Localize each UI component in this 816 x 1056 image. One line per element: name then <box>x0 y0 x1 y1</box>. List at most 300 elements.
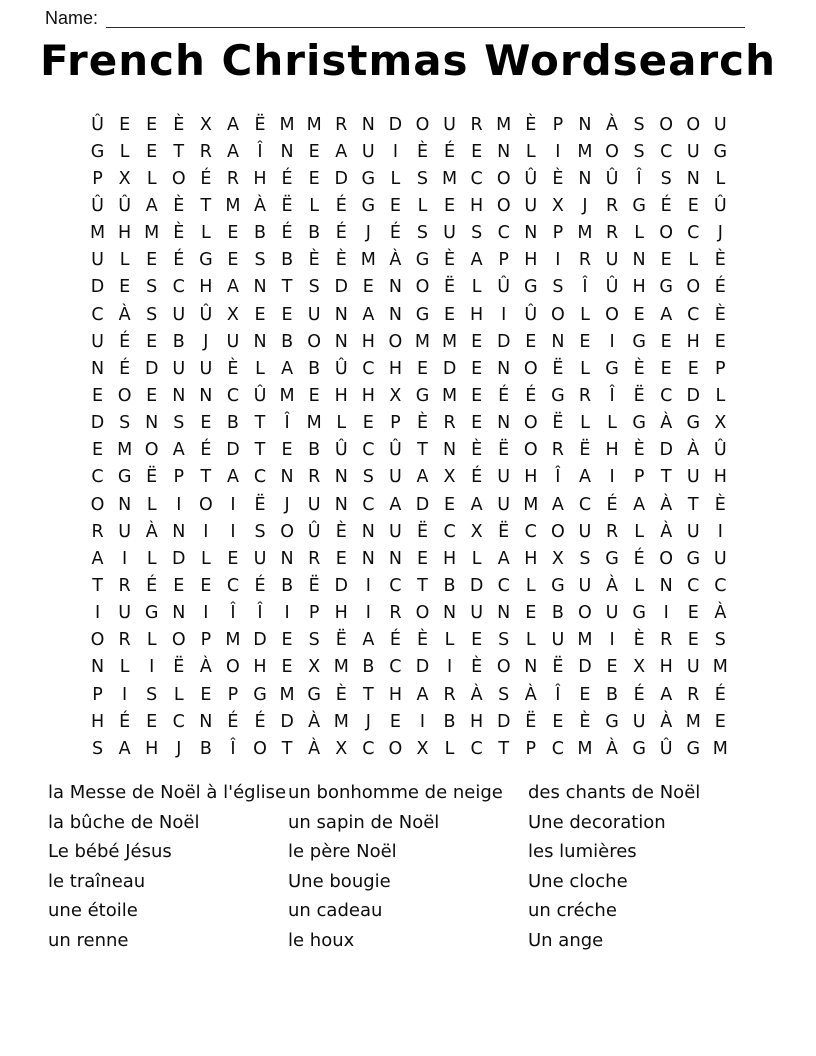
grid-cell: B <box>199 738 212 759</box>
grid-cell: A <box>226 114 239 135</box>
grid-cell: A <box>226 141 239 162</box>
grid-cell: U <box>443 223 456 244</box>
grid-cell: Û <box>713 195 727 216</box>
grid-cell: Û <box>334 358 348 379</box>
grid-cell: C <box>389 575 402 596</box>
grid-cell: S <box>254 250 266 271</box>
grid-cell: Ë <box>633 385 645 406</box>
grid-cell: M <box>333 711 349 732</box>
grid-cell: E <box>389 711 401 732</box>
grid-cell: B <box>254 223 267 244</box>
grid-cell: A <box>145 195 158 216</box>
grid-cell: E <box>146 250 158 271</box>
grid-cell: L <box>417 195 428 216</box>
grid-cell: S <box>254 521 266 542</box>
grid-cell: B <box>551 603 564 624</box>
grid-cell: E <box>471 630 483 651</box>
grid-cell: À <box>606 738 619 759</box>
grid-cell: R <box>605 223 619 244</box>
grid-cell: N <box>280 467 294 488</box>
grid-cell: N <box>443 440 457 461</box>
grid-cell: E <box>471 413 483 434</box>
grid-cell: O <box>523 440 538 461</box>
grid-cell: C <box>226 385 240 406</box>
grid-cell: G <box>361 168 376 189</box>
grid-cell: J <box>203 331 209 352</box>
grid-cell: S <box>552 277 564 298</box>
grid-cell: U <box>713 114 727 135</box>
grid-cell: N <box>524 223 538 244</box>
grid-cell: B <box>308 223 321 244</box>
grid-cell: S <box>308 277 320 298</box>
grid-cell: L <box>715 385 726 406</box>
grid-cell: G <box>144 603 159 624</box>
grid-cell: N <box>280 141 294 162</box>
grid-cell: Ë <box>281 195 293 216</box>
grid-cell: M <box>306 413 322 434</box>
grid-cell: U <box>361 141 375 162</box>
grid-cell: Ë <box>173 657 185 678</box>
grid-cell: È <box>335 250 347 271</box>
grid-cell: N <box>443 603 457 624</box>
grid-cell: S <box>633 141 645 162</box>
word-list-item: des chants de Noël <box>528 782 701 803</box>
grid-cell: G <box>415 250 430 271</box>
grid-cell: A <box>470 250 483 271</box>
grid-cell: M <box>333 657 349 678</box>
grid-cell: L <box>200 548 211 569</box>
grid-cell: Ë <box>498 521 510 542</box>
grid-cell: C <box>362 738 375 759</box>
grid-cell: I <box>176 494 182 515</box>
grid-cell: È <box>173 223 185 244</box>
grid-cell: G <box>524 277 538 298</box>
grid-cell: M <box>712 657 728 678</box>
grid-cell: D <box>334 575 348 596</box>
grid-cell: É <box>254 711 266 732</box>
grid-cell: R <box>118 575 131 596</box>
grid-cell: D <box>90 277 105 298</box>
grid-cell: C <box>687 575 700 596</box>
grid-cell: R <box>551 440 564 461</box>
grid-cell: C <box>172 711 185 732</box>
grid-cell: G <box>632 603 646 624</box>
grid-cell: À <box>687 440 700 461</box>
grid-cell: Ë <box>444 277 456 298</box>
grid-cell: N <box>361 114 375 135</box>
grid-cell: D <box>226 440 240 461</box>
grid-cell: L <box>525 575 536 596</box>
grid-cell: U <box>470 603 484 624</box>
grid-cell: O <box>659 223 674 244</box>
grid-row-21 <box>84 654 734 681</box>
grid-cell: G <box>686 413 701 434</box>
grid-cell: É <box>335 223 347 244</box>
grid-cell: I <box>230 521 236 542</box>
grid-cell: D <box>334 277 348 298</box>
grid-cell: X <box>714 413 727 434</box>
grid-cell: N <box>497 603 511 624</box>
grid-cell: M <box>279 114 295 135</box>
grid-cell: G <box>605 711 619 732</box>
grid-cell: X <box>308 657 321 678</box>
grid-cell: X <box>118 168 131 189</box>
grid-cell: Û <box>605 168 619 189</box>
grid-row-11 <box>84 382 734 409</box>
grid-cell: Û <box>388 440 402 461</box>
grid-cell: H <box>145 738 159 759</box>
grid-cell: O <box>198 494 213 515</box>
grid-cell: E <box>308 141 320 162</box>
grid-cell: B <box>362 657 375 678</box>
grid-cell: S <box>498 684 510 705</box>
grid-cell: X <box>470 521 483 542</box>
grid-cell: U <box>118 521 132 542</box>
grid-cell: È <box>173 195 185 216</box>
grid-cell: G <box>307 684 321 705</box>
word-list-column-1 <box>48 778 286 956</box>
grid-cell: U <box>713 548 727 569</box>
grid-cell: D <box>172 548 186 569</box>
grid-cell: L <box>146 494 157 515</box>
grid-cell: A <box>91 548 104 569</box>
grid-cell: É <box>525 385 537 406</box>
grid-cell: E <box>119 114 131 135</box>
grid-cell: O <box>686 114 701 135</box>
name-blank-line[interactable] <box>106 8 745 28</box>
word-list-item: Le bébé Jésus <box>48 841 172 863</box>
grid-cell: É <box>119 711 131 732</box>
grid-cell: É <box>146 575 158 596</box>
grid-cell: N <box>334 494 348 515</box>
grid-cell: I <box>663 603 669 624</box>
grid-cell: R <box>118 630 131 651</box>
grid-cell: N <box>334 467 348 488</box>
grid-cell: È <box>579 711 591 732</box>
grid-cell: R <box>199 141 212 162</box>
grid-cell: T <box>92 575 103 596</box>
name-row <box>45 6 745 28</box>
grid-cell: D <box>388 114 403 135</box>
grid-cell: À <box>389 250 402 271</box>
grid-cell: À <box>470 684 483 705</box>
word-list-item: le traîneau <box>48 870 146 892</box>
grid-cell: I <box>149 657 155 678</box>
grid-cell: Î <box>230 603 236 624</box>
grid-cell: G <box>632 331 646 352</box>
grid-cell: D <box>496 711 511 732</box>
grid-cell: P <box>390 413 401 434</box>
grid-cell: X <box>551 548 564 569</box>
grid-cell: N <box>253 277 267 298</box>
grid-cell: C <box>172 277 185 298</box>
grid-cell: N <box>497 358 511 379</box>
grid-cell: X <box>335 738 348 759</box>
grid-cell: È <box>471 440 483 461</box>
grid-cell: E <box>579 684 591 705</box>
grid-cell: T <box>660 467 672 488</box>
grid-cell: L <box>309 195 320 216</box>
word-list-column-3 <box>528 778 700 956</box>
grid-cell: I <box>392 141 398 162</box>
grid-cell: H <box>118 223 132 244</box>
grid-cell: Î <box>257 141 263 162</box>
grid-cell: L <box>119 657 130 678</box>
grid-cell: Î <box>257 603 263 624</box>
grid-cell: D <box>253 630 267 651</box>
grid-cell: U <box>388 521 402 542</box>
grid-cell: X <box>199 114 212 135</box>
grid-cell: È <box>714 250 726 271</box>
grid-cell: L <box>634 521 644 542</box>
grid-cell: E <box>92 440 104 461</box>
grid-cell: U <box>497 494 511 515</box>
grid-row-3 <box>84 165 734 192</box>
grid-cell: I <box>717 521 723 542</box>
grid-cell: L <box>471 277 482 298</box>
grid-cell: X <box>389 385 402 406</box>
grid-cell: À <box>308 711 321 732</box>
grid-cell: N <box>90 657 105 678</box>
grid-cell: À <box>524 684 537 705</box>
grid-cell: È <box>633 358 645 379</box>
grid-cell: Ë <box>552 657 564 678</box>
grid-cell: R <box>308 467 321 488</box>
grid-cell: A <box>497 548 510 569</box>
grid-cell: J <box>717 223 723 244</box>
grid-cell: E <box>173 575 185 596</box>
grid-cell: E <box>525 331 537 352</box>
grid-cell: N <box>172 603 186 624</box>
grid-cell: L <box>525 630 536 651</box>
grid-cell: L <box>580 358 590 379</box>
grid-cell: È <box>714 494 726 515</box>
grid-cell: L <box>525 141 536 162</box>
grid-cell: D <box>686 385 700 406</box>
grid-row-7 <box>84 274 734 301</box>
grid-cell: R <box>687 684 700 705</box>
word-list-item: la Messe de Noël à l'église <box>48 782 287 803</box>
grid-cell: À <box>606 114 619 135</box>
grid-cell: I <box>555 250 561 271</box>
grid-cell: M <box>144 223 160 244</box>
grid-cell: Ë <box>254 114 266 135</box>
grid-cell: E <box>416 358 428 379</box>
grid-cell: A <box>660 304 673 325</box>
grid-cell: L <box>471 548 482 569</box>
grid-cell: À <box>254 195 266 216</box>
grid-cell: É <box>714 277 726 298</box>
grid-cell: L <box>146 548 157 569</box>
grid-cell: É <box>281 223 293 244</box>
grid-cell: C <box>362 358 375 379</box>
grid-cell: È <box>227 358 239 379</box>
grid-cell: È <box>335 684 347 705</box>
grid-cell: P <box>552 114 564 135</box>
grid-cell: H <box>361 331 375 352</box>
grid-cell: P <box>633 467 645 488</box>
grid-cell: N <box>388 277 402 298</box>
grid-cell: C <box>443 521 456 542</box>
grid-cell: É <box>633 548 645 569</box>
grid-cell: À <box>199 657 212 678</box>
grid-cell: L <box>444 630 455 651</box>
grid-cell: E <box>146 711 158 732</box>
grid-row-15 <box>84 491 734 518</box>
grid-cell: P <box>173 467 185 488</box>
grid-cell: L <box>580 413 590 434</box>
grid-cell: L <box>255 358 265 379</box>
grid-cell: B <box>226 413 239 434</box>
grid-cell: À <box>145 521 158 542</box>
grid-cell: H <box>524 250 538 271</box>
word-list-item: le houx <box>288 929 355 951</box>
grid-cell: S <box>146 684 158 705</box>
grid-cell: À <box>714 603 727 624</box>
grid-cell: O <box>496 657 511 678</box>
grid-cell: É <box>389 223 401 244</box>
grid-cell: N <box>145 413 159 434</box>
grid-cell: E <box>579 331 591 352</box>
word-list-column-2 <box>288 778 503 956</box>
grid-cell: E <box>146 141 158 162</box>
grid-cell: O <box>388 738 403 759</box>
grid-cell: L <box>634 575 644 596</box>
grid-cell: M <box>442 331 458 352</box>
grid-cell: À <box>660 521 673 542</box>
grid-cell: U <box>686 657 700 678</box>
grid-cell: U <box>388 467 402 488</box>
grid-row-9 <box>84 328 734 355</box>
grid-cell: O <box>388 331 403 352</box>
word-list-item: un créche <box>528 900 617 922</box>
grid-cell: E <box>227 548 239 569</box>
grid-cell: E <box>444 494 456 515</box>
grid-cell: P <box>715 358 726 379</box>
grid-cell: M <box>577 223 593 244</box>
grid-cell: U <box>226 331 240 352</box>
grid-cell: R <box>389 603 402 624</box>
grid-cell: N <box>334 304 348 325</box>
grid-cell: E <box>471 141 483 162</box>
grid-cell: A <box>416 684 429 705</box>
grid-cell: G <box>632 195 646 216</box>
grid-cell: G <box>361 195 376 216</box>
grid-cell: M <box>442 385 458 406</box>
grid-cell: E <box>227 223 239 244</box>
grid-cell: A <box>226 467 239 488</box>
grid-cell: U <box>443 114 456 135</box>
grid-cell: O <box>659 114 674 135</box>
grid-cell: I <box>203 603 209 624</box>
grid-cell: L <box>119 141 130 162</box>
grid-cell: H <box>388 358 402 379</box>
grid-cell: G <box>415 304 430 325</box>
grid-cell: P <box>200 630 212 651</box>
word-list-item: la bûche de Noël <box>48 811 200 833</box>
grid-cell: E <box>606 657 618 678</box>
grid-cell: E <box>200 684 212 705</box>
grid-row-20 <box>84 627 734 654</box>
grid-cell: E <box>444 304 456 325</box>
grid-cell: X <box>551 195 564 216</box>
grid-cell: N <box>388 548 402 569</box>
grid-cell: S <box>308 630 320 651</box>
grid-cell: L <box>444 738 455 759</box>
grid-cell: B <box>443 711 456 732</box>
grid-cell: C <box>362 494 375 515</box>
grid-cell: E <box>687 630 699 651</box>
grid-cell: M <box>496 114 512 135</box>
word-list-item: un bonhomme de neige <box>288 782 503 803</box>
grid-cell: T <box>200 195 212 216</box>
grid-cell: M <box>712 738 728 759</box>
grid-cell: B <box>281 575 294 596</box>
grid-cell: Û <box>334 440 348 461</box>
grid-row-14 <box>84 464 734 491</box>
grid-cell: J <box>365 711 371 732</box>
grid-cell: I <box>365 575 371 596</box>
grid-cell: R <box>578 250 592 271</box>
grid-cell: U <box>578 575 592 596</box>
grid-cell: U <box>551 630 565 651</box>
grid-cell: O <box>523 413 538 434</box>
grid-cell: N <box>118 494 132 515</box>
grid-cell: C <box>714 575 727 596</box>
grid-cell: H <box>605 440 619 461</box>
grid-cell: I <box>609 467 615 488</box>
grid-cell: H <box>361 385 375 406</box>
grid-cell: G <box>632 413 646 434</box>
grid-row-19 <box>84 600 734 627</box>
grid-cell: É <box>335 195 347 216</box>
grid-cell: N <box>659 575 673 596</box>
grid-cell: Ë <box>498 440 510 461</box>
grid-cell: N <box>334 331 348 352</box>
grid-cell: O <box>686 277 701 298</box>
grid-cell: Û <box>91 195 104 216</box>
grid-cell: G <box>117 467 132 488</box>
grid-cell: S <box>633 114 645 135</box>
grid-row-10 <box>84 355 734 382</box>
grid-cell: T <box>362 684 374 705</box>
grid-row-8 <box>84 301 734 328</box>
grid-cell: R <box>335 114 348 135</box>
grid-cell: C <box>253 467 267 488</box>
grid-cell: T <box>173 141 185 162</box>
grid-cell: G <box>551 575 565 596</box>
grid-cell: E <box>416 548 428 569</box>
grid-cell: B <box>281 331 294 352</box>
grid-cell: E <box>200 413 212 434</box>
grid-cell: C <box>497 223 510 244</box>
grid-cell: S <box>660 168 672 189</box>
grid-cell: E <box>633 304 645 325</box>
grid-cell: O <box>415 277 430 298</box>
grid-cell: Î <box>555 467 561 488</box>
grid-cell: E <box>146 114 158 135</box>
grid-cell: L <box>390 168 401 189</box>
grid-cell: N <box>361 548 375 569</box>
grid-cell: G <box>415 385 430 406</box>
grid-cell: È <box>416 630 428 651</box>
grid-row-1 <box>84 111 734 138</box>
grid-cell: X <box>633 657 646 678</box>
grid-cell: Û <box>118 195 132 216</box>
grid-cell: E <box>362 277 374 298</box>
grid-cell: O <box>226 657 240 678</box>
grid-cell: U <box>172 358 186 379</box>
